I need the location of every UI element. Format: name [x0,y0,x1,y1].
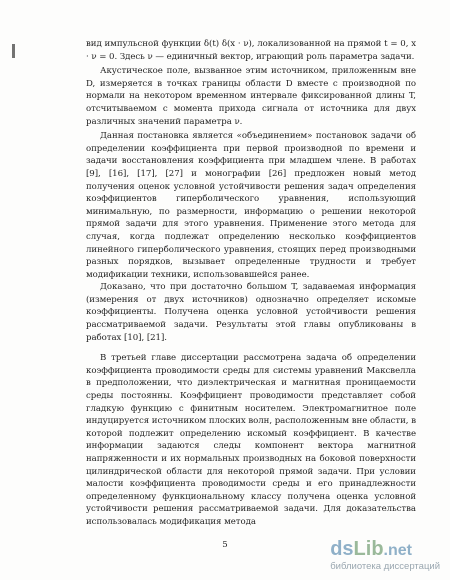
paragraph-2: Акустическое поле, вызванное этим источником, приложенным вне D, измеряется в точках границы области D вместе с производной по нормали на некотором временном интервале фиксированной длины T, отсчитываемом с момента прихода сигнала от источника для двух различных значений параметра ν. [86,66,416,127]
margin-mark [12,44,15,58]
dslib-logo [330,539,412,561]
paragraph-4: Доказано, что при достаточно большом T, задаваемая информация (измерения от двух источников) однозначно определяет искомые коэффициенты. Получена оценка условной устойчивости решения рассматриваемой задачи. Результаты этой главы опубликованы в работах [10], [21]. [86,282,416,343]
watermark-text [330,539,440,572]
page-number: 5 [222,540,228,550]
dslib-watermark [330,539,440,572]
logo-net: .net [383,542,412,559]
body-text [86,38,416,529]
paragraph-5: В третьей главе диссертации рассмотрена задача об определении коэффициента проводимости среды для системы уравнений Максвелла в предположении, что диэлектрическая и магнитная проницаемости среды постоянны. Коэффициент проводимости представляет собой гладкую функцию с финитным носителем. Электромагнитное поле индуцируется источником плоских волн, расположенным вне области, в которой подлежит определению искомый коэффициент. В качестве информации задаются следы компонент вектора магнитной напряженности и их нормальных производных на боковой поверхности цилиндрической области для некоторой прямой задачи. При условии малости коэффициента проводимости среды и его принадлежности определенному функциональному классу получена оценка условной устойчивости решения рассматриваемой задачи. Для доказательства использовалась модификация метода [86,353,416,527]
paragraph-1: вид импульсной функции δ(t) δ(x · ν), локализованной на прямой t = 0, x · ν = 0. Здесь ν — единичный вектор, играющий роль параметра задачи. [86,39,416,62]
watermark-subtitle: библиотека диссертаций [330,561,440,572]
paragraph-3: Данная постановка является «объединением» постановок задачи об определении коэффициента при первой производной по времени и задачи восстановления коэффициента при младшем члене. В работах [9], [16], [17], [27] и монографии [26] предложен новый метод получения оценок условной устойчивости решения задач определения коэффициентов гиперболического уравнения, использующий минимальную, по размерности, информацию о решении некоторой прямой задачи для этого уравнения. Применение этого метода для случая, когда подлежат определению несколько коэффициентов линейного гиперболического уравнения, стоящих перед производными разных порядков, вызывает определенные трудности и требует модификации техники, использовавшейся ранее. [86,131,416,280]
logo-ds: ds [330,538,354,560]
logo-lib: Lib [353,538,384,560]
